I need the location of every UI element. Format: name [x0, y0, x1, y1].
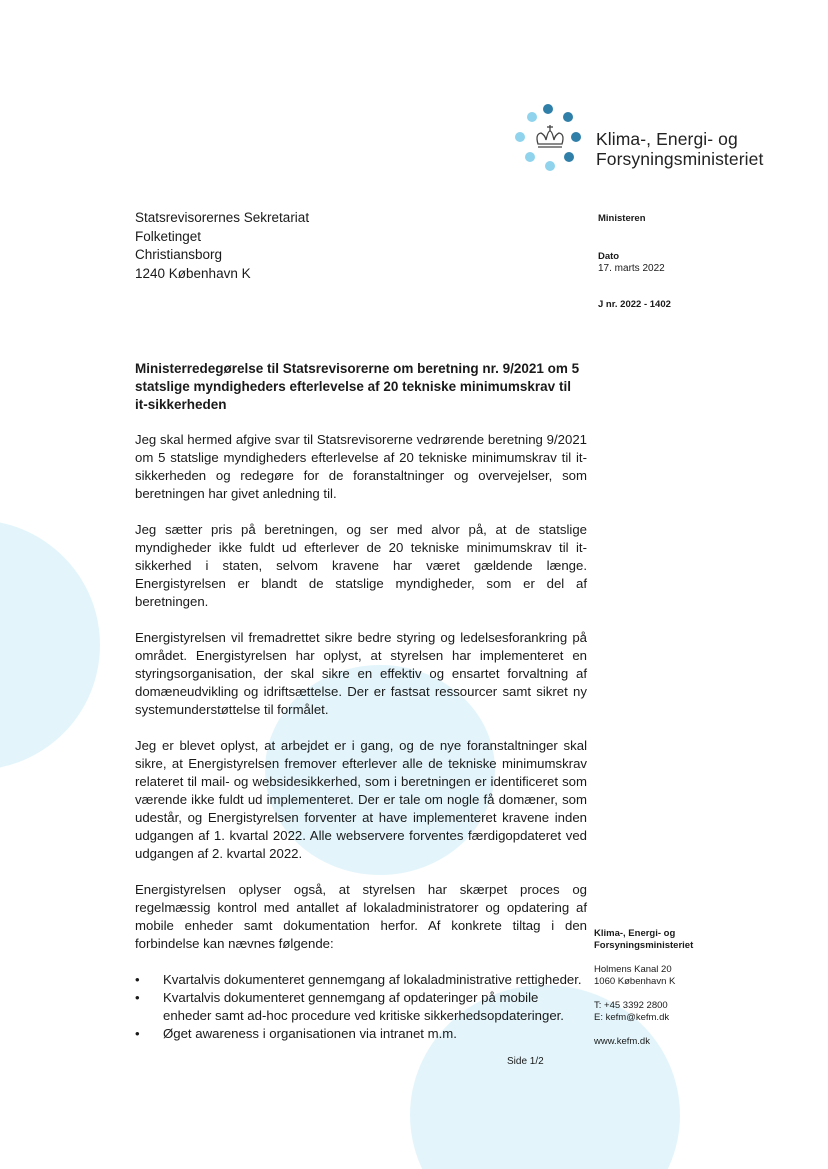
- date-value: 17. marts 2022: [598, 263, 665, 274]
- street-address: Holmens Kanal 20: [594, 964, 672, 975]
- bullet-icon: •: [135, 1026, 140, 1041]
- letter-title: Ministerredegørelse til Statsrevisorerne om beretning nr. 9/2021 om 5 statslige myndigheders efterlevelse af 20 tekniske minimumskrav til it-sikkerheden: [135, 361, 580, 412]
- recipient-address: [135, 209, 309, 283]
- ministry-wordmark-line1: Klima-, Energi- og: [596, 129, 738, 149]
- list-item: [135, 1025, 587, 1043]
- address-line: 1240 København K: [135, 265, 251, 281]
- date-label: Dato: [598, 251, 620, 262]
- body-paragraph: Jeg er blevet oplyst, at arbejdet er i gang, og de nye foranstaltninger skal sikre, at Energistyrelsen fremover efterlever alle de tekniske minimumskrav relateret til mail- og websidesikkerhed, som i beretningen er identificeret som værende ikke fuldt ud implementeret. Der er tale om nogle få domæner, som udestår, og Energistyrelsen forventer at have implementeret kravene inden udgangen af 1. kvartal 2022. Alle webservere forventes færdigopdateret ved udgangen af 2. kvartal 2022.: [135, 738, 587, 861]
- logo-dot: [515, 132, 525, 142]
- journal-text: J nr. 2022 - 1402: [598, 299, 671, 310]
- logo-dot: [527, 112, 537, 122]
- email-address: E: kefm@kefm.dk: [594, 1012, 670, 1023]
- website-link[interactable]: www.kefm.dk: [594, 1036, 650, 1047]
- logo-dot: [564, 152, 574, 162]
- logo-dot: [525, 152, 535, 162]
- logo-dot: [571, 132, 581, 142]
- body-paragraph: Energistyrelsen vil fremadrettet sikre bedre styring og ledelsesforankring på området. Energistyrelsen har oplyst, at styrelsen har implementeret en styringsorganisation, der skal sikre en effektiv og ensartet forvaltning af domæneudvikling og idriftsættelse. Der er fastsat ressourcer samt sikret ny systemunderstøttelse til formålet.: [135, 630, 587, 717]
- crown-dots-logo: [508, 102, 582, 174]
- crown-icon: [537, 125, 563, 147]
- address-line: Christiansborg: [135, 247, 223, 262]
- list-item: [135, 989, 587, 1025]
- ministry-wordmark: [596, 129, 763, 169]
- sender-label: [598, 213, 646, 225]
- logo-dot: [543, 104, 553, 114]
- address-line: Statsrevisorernes Sekretariat: [135, 210, 310, 225]
- list-item-text: Kvartalvis dokumenteret gennemgang af opdateringer på mobile enheder samt ad-hoc procedure ved kritiske sikkerhedsopdateringer.: [163, 990, 564, 1023]
- org-name-line1: Klima-, Energi- og: [594, 928, 676, 939]
- logo-dot: [545, 161, 555, 171]
- phone-number: T: +45 3392 2800: [594, 1000, 668, 1011]
- page-number: Side 1/2: [507, 1056, 544, 1067]
- bullet-icon: •: [135, 990, 140, 1005]
- body-paragraph: Jeg sætter pris på beretningen, og ser med alvor på, at de statslige myndigheder ikke fuldt ud efterlever de 20 tekniske minimumskrav til it-sikkerhed i staten, selvom kravene har været gældende længe. Energistyrelsen er blandt de statslige myndigheder, som er del af beretningen.: [135, 522, 587, 609]
- bullet-icon: •: [135, 972, 140, 987]
- letter-body: [135, 431, 587, 1043]
- watermark-circle-left: [0, 520, 100, 770]
- address-line: Folketinget: [135, 228, 202, 244]
- logo-dot: [563, 112, 573, 122]
- date-block: [598, 251, 665, 275]
- sender-text: Ministeren: [598, 213, 646, 224]
- city-address: 1060 København K: [594, 976, 676, 987]
- list-item-text: Kvartalvis dokumenteret gennemgang af lokaladministrative rettigheder.: [163, 972, 582, 987]
- org-name-line2: Forsyningsministeriet: [594, 940, 694, 951]
- body-paragraph: Jeg skal hermed afgive svar til Statsrevisorerne vedrørende beretning 9/2021 om 5 statslige myndigheders efterlevelse af 20 tekniske minimumskrav til it-sikkerheden og redegøre for de foranstaltninger og overvejelser, som beretningen har givet anledning til.: [135, 432, 587, 501]
- journal-number: [598, 299, 671, 311]
- ministry-contact-info: [594, 928, 693, 1048]
- ministry-wordmark-line2: Forsyningsministeriet: [596, 149, 764, 169]
- bullet-list: [135, 971, 587, 1043]
- list-item: [135, 971, 587, 989]
- list-item-text: Øget awareness i organisationen via intranet m.m.: [163, 1026, 457, 1041]
- body-paragraph: Energistyrelsen oplyser også, at styrelsen har skærpet proces og regelmæssig kontrol med antallet af lokaladministratorer og opdatering af mobile enheder samt dokumentation herfor. Af konkrete tiltag i den forbindelse kan nævnes følgende:: [135, 882, 587, 951]
